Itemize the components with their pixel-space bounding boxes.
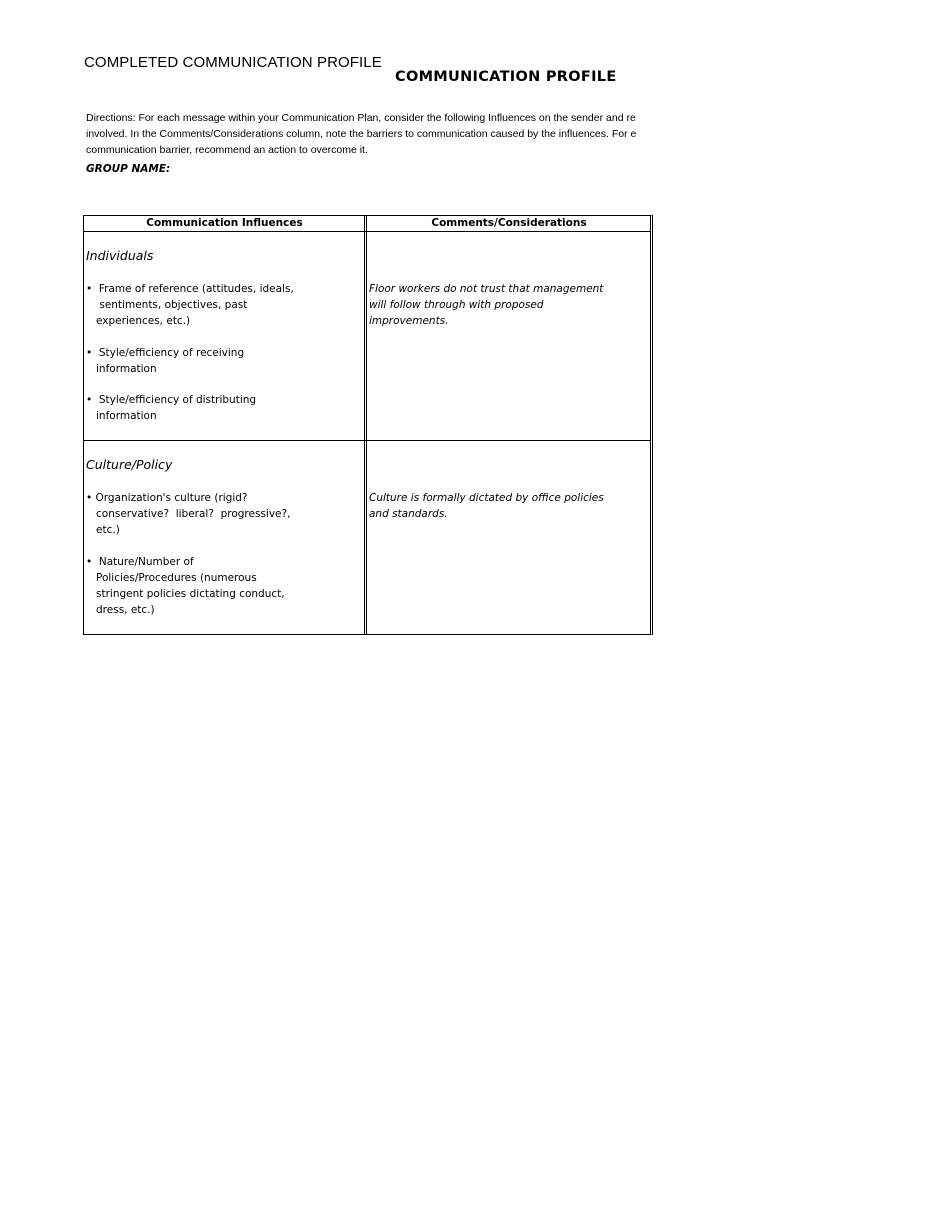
comment-line: Floor workers do not trust that management: [369, 283, 604, 295]
influence-line: • Style/efficiency of distributing: [86, 394, 257, 406]
column-divider: [364, 216, 367, 634]
influence-line: • Frame of reference (attitudes, ideals,: [86, 283, 294, 295]
header-communication-influences: Communication Influences: [146, 217, 303, 229]
profile-table: [83, 215, 653, 635]
influence-line: etc.): [86, 524, 120, 536]
directions-line: involved. In the Comments/Considerations column, note the barriers to communication caused by the influences. For e: [86, 128, 637, 140]
section-title-individuals: Individuals: [86, 248, 154, 263]
influence-line: conservative? liberal? progressive?,: [86, 508, 291, 520]
group-name-label: GROUP NAME:: [86, 163, 171, 175]
table-row: [84, 441, 650, 634]
influence-line: information: [86, 410, 157, 422]
influence-line: • Nature/Number of: [86, 556, 194, 568]
comment-line: and standards.: [369, 508, 448, 520]
influence-line: sentiments, objectives, past: [86, 299, 248, 311]
table-row: [84, 232, 650, 441]
directions-text: [86, 110, 652, 158]
section-title-culture-policy: Culture/Policy: [86, 457, 173, 472]
influence-item-policies-procedures: [86, 554, 356, 618]
influence-line: information: [86, 363, 157, 375]
influence-item-receiving-style: [86, 345, 356, 377]
header-comments-considerations: Comments/Considerations: [431, 217, 587, 229]
influence-item-frame-of-reference: [86, 281, 356, 329]
directions-line: Directions: For each message within your Communication Plan, consider the following Influences on the sender and re: [86, 112, 636, 124]
influence-line: • Style/efficiency of receiving: [86, 347, 245, 359]
comment-line: improvements.: [369, 315, 449, 327]
comment-individuals: [369, 281, 639, 329]
directions-line: communication barrier, recommend an action to overcome it.: [86, 144, 368, 156]
comment-line: Culture is formally dictated by office policies: [369, 492, 604, 504]
top-label: COMPLETED COMMUNICATION PROFILE: [84, 54, 382, 71]
page-title: COMMUNICATION PROFILE: [395, 69, 617, 85]
influence-line: Policies/Procedures (numerous: [86, 572, 257, 584]
influence-line: • Organization's culture (rigid?: [86, 492, 248, 504]
comment-line: will follow through with proposed: [369, 299, 544, 311]
influence-line: stringent policies dictating conduct,: [86, 588, 285, 600]
influence-line: dress, etc.): [86, 604, 155, 616]
comment-culture-policy: [369, 490, 639, 522]
influence-item-organization-culture: [86, 490, 356, 538]
influence-line: experiences, etc.): [86, 315, 191, 327]
table-header-row: [84, 216, 650, 232]
influence-item-distributing-style: [86, 392, 356, 424]
